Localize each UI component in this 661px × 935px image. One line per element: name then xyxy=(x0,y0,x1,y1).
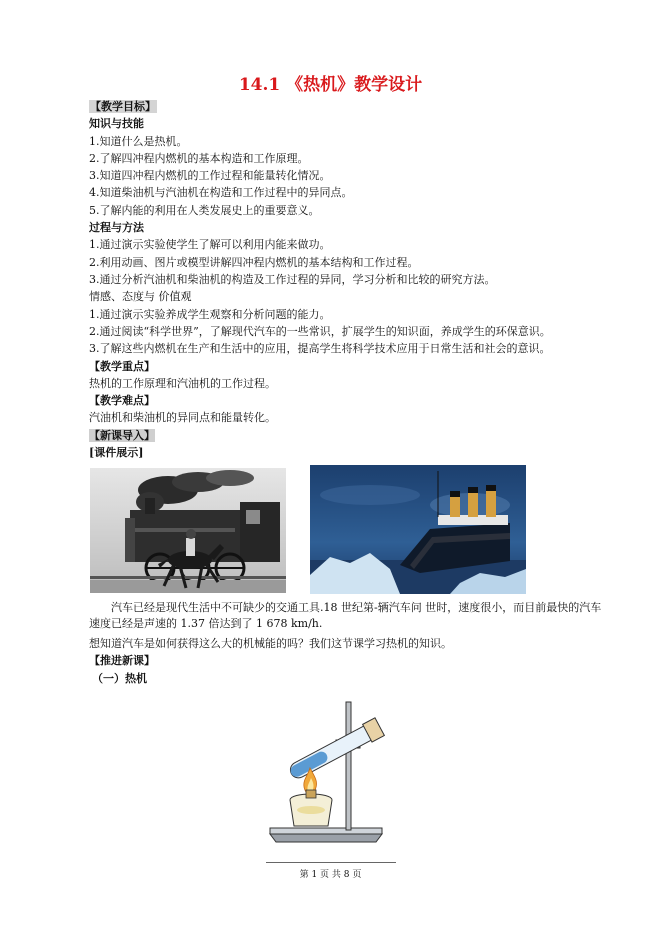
intro-heading: 【新课导入】 xyxy=(89,429,155,442)
knowledge-item: 2.了解四冲程内燃机的基本构造和工作原理。 xyxy=(89,152,309,165)
knowledge-item: 3.知道四冲程内燃机的工作过程和能量转化情况。 xyxy=(89,169,331,182)
teaching-goals-heading: 【教学目标】 xyxy=(90,100,156,113)
advance-heading: 【推进新课】 xyxy=(89,654,155,667)
key-heading: 【教学重点】 xyxy=(89,360,155,373)
knowledge-item: 1.知道什么是热机。 xyxy=(89,135,188,148)
attitude-heading: 情感、态度与 价值观 xyxy=(89,290,192,303)
process-item: 2.利用动画、图片或模型讲解四冲程内燃机的基本结构和工作过程。 xyxy=(89,256,419,269)
attitude-item: 1.通过演示实验养成学生观察和分析问题的能力。 xyxy=(89,308,331,321)
intro-question: 想知道汽车是如何获得这么大的机械能的吗？我们这节课学习热机的知识。 xyxy=(89,637,452,650)
ocean-liner-photo xyxy=(310,465,526,594)
key-text: 热机的工作原理和汽油机的工作过程。 xyxy=(89,377,276,390)
part1-heading: （一）热机 xyxy=(92,672,147,685)
difficult-text: 汽油机和柴油机的异同点和能量转化。 xyxy=(89,411,276,424)
attitude-item: 2.通过阅读“科学世界”，了解现代汽车的一些常识，扩展学生的知识面，养成学生的环保意识。 xyxy=(89,325,551,338)
train-horse-photo xyxy=(90,468,286,593)
experiment-apparatus-illustration xyxy=(262,696,392,848)
knowledge-item: 5.了解内能的利用在人类发展史上的重要意义。 xyxy=(89,204,320,217)
footer-rule xyxy=(266,862,396,863)
intro-paragraph: 汽车已经是现代生活中不可缺少的交通工具.18 世纪第-辆汽车问 世时，速度很小，而目前最快的汽车速度已经是声速的 1.37 倍达到了 1 678 km/h. xyxy=(89,601,602,630)
attitude-item: 3.了解这些内燃机在生产和生活中的应用，提高学生将科学技术应用于日常生活和社会的意识。 xyxy=(89,342,551,355)
page-title: 14.1 《热机》教学设计 xyxy=(238,75,423,95)
knowledge-item: 4.知道柴油机与汽油机在构造和工作过程中的异同点。 xyxy=(89,186,353,199)
page-footer: 第 1 页 共 8 页 xyxy=(299,870,362,880)
knowledge-heading: 知识与技能 xyxy=(89,117,144,130)
process-heading: 过程与方法 xyxy=(89,221,144,234)
difficult-heading: 【教学难点】 xyxy=(89,394,155,407)
process-item: 1.通过演示实验使学生了解可以利用内能来做功。 xyxy=(89,238,331,251)
process-item: 3.通过分析汽油机和柴油机的构造及工作过程的异同，学习分析和比较的研究方法。 xyxy=(89,273,496,286)
courseware-label: [课件展示] xyxy=(89,446,144,459)
